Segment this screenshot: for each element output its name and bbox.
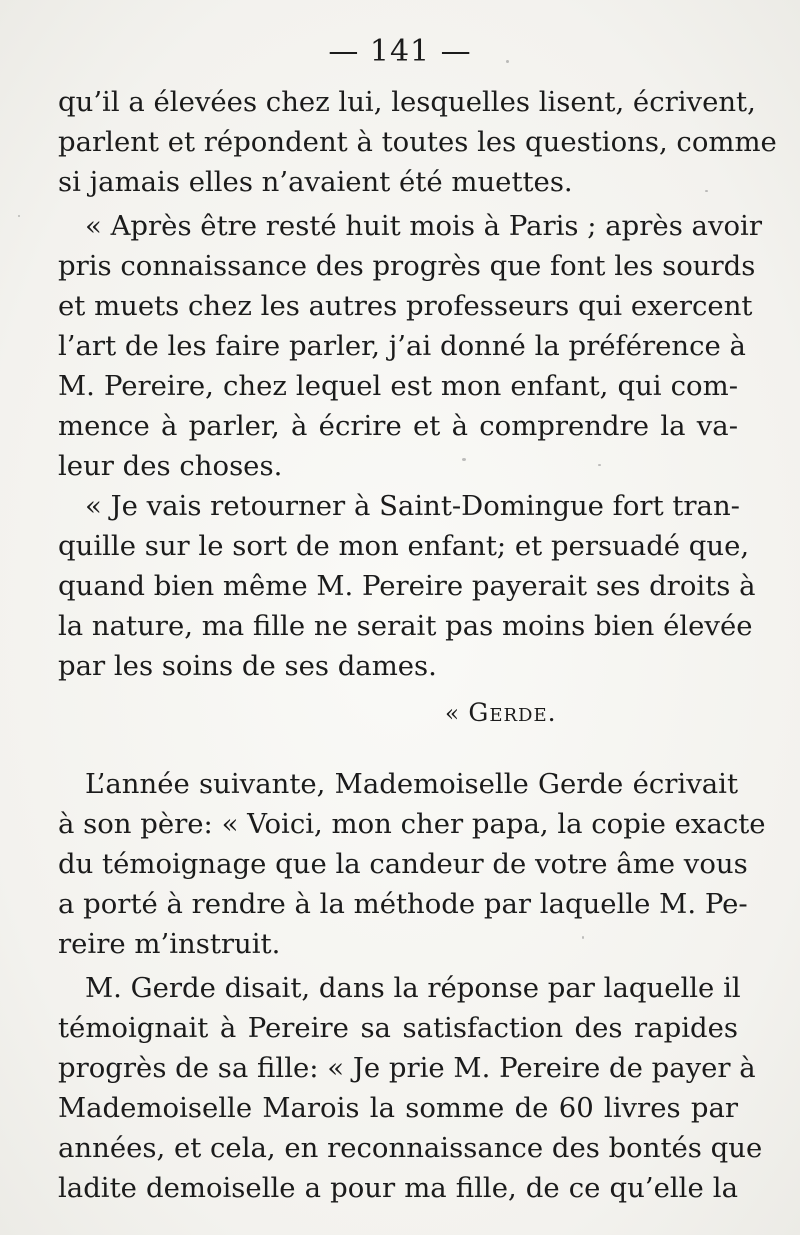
- text-line: la nature, ma fille ne serait pas moins bien élevée: [58, 610, 753, 642]
- text-line: ladite demoiselle a pour ma fille, de ce qu’elle la: [58, 1172, 738, 1204]
- text-line: quille sur le sort de mon enfant; et persuadé que,: [58, 530, 750, 562]
- text-line: années, et cela, en reconnaissance des bontés que: [58, 1132, 763, 1164]
- text-line: quand bien même M. Pereire payerait ses droits à: [58, 570, 756, 602]
- scan-speck: [506, 60, 509, 63]
- text-line: si jamais elles n’avaient été muettes.: [58, 166, 573, 198]
- text-line: a porté à rendre à la méthode par laquelle M. Pe-: [58, 888, 748, 920]
- text-line: pris connaissance des progrès que font les sourds: [58, 250, 756, 282]
- page-number: — 141 —: [328, 34, 472, 69]
- text-line: leur des choses.: [58, 450, 283, 482]
- signature: [445, 693, 745, 734]
- text-line: mence à parler, à écrire et à comprendre la va-: [58, 410, 738, 442]
- scan-speck: [705, 190, 708, 192]
- scan-speck: [598, 464, 601, 466]
- text-line: « Après être resté huit mois à Paris ; après avoir: [85, 210, 762, 242]
- scan-speck: [582, 936, 584, 939]
- text-line: L’année suivante, Mademoiselle Gerde écrivait: [85, 768, 738, 800]
- text-line: M. Gerde disait, dans la réponse par laquelle il: [85, 972, 741, 1004]
- text-line: progrès de sa fille: « Je prie M. Pereire de payer à: [58, 1052, 756, 1084]
- text-line: M. Pereire, chez lequel est mon enfant, qui com-: [58, 370, 738, 402]
- text-line: et muets chez les autres professeurs qui exercent: [58, 290, 753, 322]
- scan-speck: [18, 215, 20, 217]
- signature-name: Gerde.: [468, 698, 557, 727]
- text-line: parlent et répondent à toutes les questions, comme: [58, 126, 777, 158]
- text-line: par les soins de ses dames.: [58, 650, 437, 682]
- text-line: du témoignage que la candeur de votre âme vous: [58, 848, 748, 880]
- text-line: reire m’instruit.: [58, 928, 281, 960]
- text-line: témoignait à Pereire sa satisfaction des rapides: [58, 1012, 738, 1044]
- text-line: Mademoiselle Marois la somme de 60 livres par: [58, 1092, 738, 1124]
- text-line: qu’il a élevées chez lui, lesquelles lisent, écrivent,: [58, 86, 756, 118]
- text-line: l’art de les faire parler, j’ai donné la préférence à: [58, 330, 746, 362]
- text-line: à son père: « Voici, mon cher papa, la copie exacte: [58, 808, 766, 840]
- text-line: « Je vais retourner à Saint-Domingue fort tran-: [85, 490, 740, 522]
- scan-speck: [462, 458, 466, 461]
- signature-quote: «: [445, 701, 461, 727]
